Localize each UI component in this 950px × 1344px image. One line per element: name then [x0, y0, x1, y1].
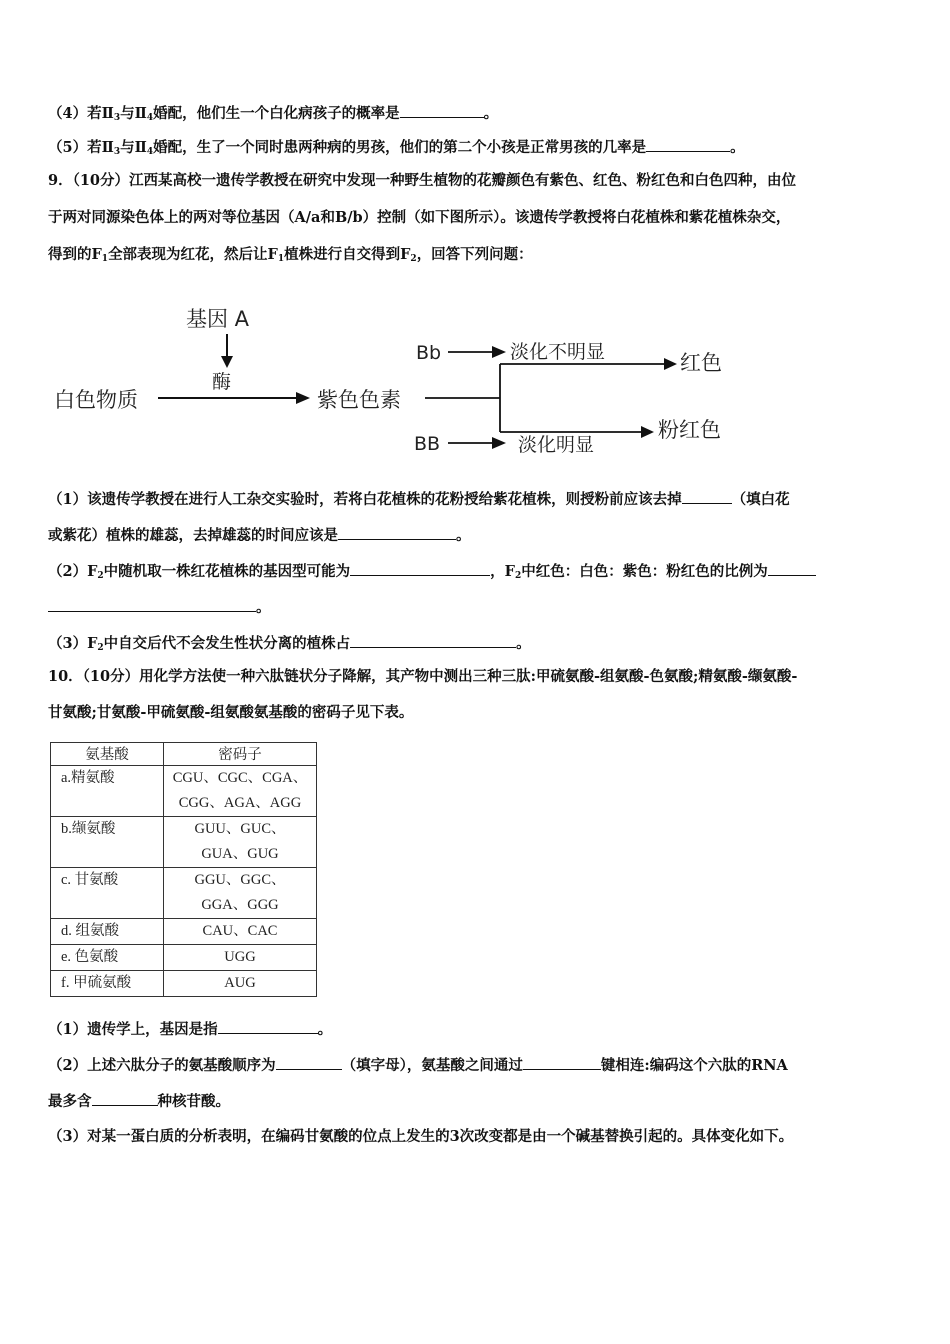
q9-stem-line1: 9．（10分）江西某高校一遗传学教授在研究中发现一种野生植物的花瓣颜色有紫色、红色、粉红色和白色四种，由位 — [48, 172, 797, 189]
q9-part2-line2: 。 — [48, 597, 271, 618]
table-row — [51, 971, 317, 997]
enzyme-label: 酶 — [212, 371, 232, 393]
amino-acid-cell: e. 色氨酸 — [51, 945, 164, 971]
q8-part5: （5）若$Ⅱ_3$与$Ⅱ_4$婚配，生了一个同时患两种病的男孩，他们的第二个小孩是正常男孩的几率是 。 — [48, 139, 745, 157]
header-amino-acid: 氨基酸 — [51, 743, 164, 766]
bb-upper-label: Bb — [416, 342, 442, 364]
answer-blank[interactable] — [276, 1055, 342, 1070]
dilute-strong-label: 淡化明显 — [518, 434, 595, 456]
table-row — [51, 817, 317, 868]
q9-part1-line1: （1）该遗传学教授在进行人工杂交实验时，若将白花植株的花粉授给紫花植株，则授粉前应该去掉 （填白花 — [48, 491, 790, 508]
q10-stem-line2: 甘氨酸;甘氨酸-甲硫氨酸-组氨酸氨基酸的密码子见下表。 — [48, 704, 414, 721]
gene-arrowhead — [221, 356, 233, 368]
answer-blank[interactable] — [48, 597, 256, 612]
lower-arrowhead — [641, 426, 654, 438]
q10-part2-line1: （2）上述六肽分子的氨基酸顺序为 （填字母），氨基酸之间通过 键相连:编码这个六肽的RNA — [48, 1057, 788, 1074]
q8-part4: （4）若$Ⅱ_3$与$Ⅱ_4$婚配，他们生一个白化病孩子的概率是 。 — [48, 105, 499, 123]
codon-cell: AUG — [164, 971, 317, 997]
amino-acid-cell: a.精氨酸 — [51, 766, 164, 817]
amino-acid-cell: c. 甘氨酸 — [51, 868, 164, 919]
answer-blank[interactable] — [400, 103, 484, 118]
answer-blank[interactable] — [218, 1019, 318, 1034]
answer-blank[interactable] — [523, 1055, 601, 1070]
amino-acid-cell: f. 甲硫氨酸 — [51, 971, 164, 997]
table-header-row — [51, 743, 317, 766]
bb-lower-label: BB — [414, 433, 441, 455]
q9-part2-line1: $(2)F_2$中随机取一株红花植株的基因型可能为 ，$F_2$中红色：白色：紫色：粉红色的比例为 — [48, 561, 816, 586]
white-substance-label: 白色物质 — [54, 388, 138, 412]
codon-cell: GGU、GGC、 GGA、GGG — [164, 868, 317, 919]
answer-blank[interactable] — [768, 561, 816, 576]
answer-blank[interactable] — [350, 633, 516, 648]
answer-blank[interactable] — [338, 525, 456, 540]
codon-table — [50, 742, 317, 997]
upper-arrowhead — [664, 358, 677, 370]
dilute-weak-label: 淡化不明显 — [510, 341, 606, 363]
q9-stem-line2: 于两对同源染色体上的两对等位基因（A/a和B/b）控制（如下图所示）。该遗传学教授将白花植株和紫花植株杂交， — [48, 209, 791, 226]
amino-acid-cell: d. 组氨酸 — [51, 919, 164, 945]
q10-stem-line1: 10．（10分）用化学方法使一种六肽链状分子降解，其产物中测出三种三肽:甲硫氨酸-组氨酸-色氨酸;精氨酸-缬氨酸- — [48, 668, 798, 685]
table-row — [51, 945, 317, 971]
q10-part3: （3）对某一蛋白质的分析表明，在编码甘氨酸的位点上发生的3次改变都是由一个碱基替换引起的。具体变化如下。 — [48, 1128, 794, 1145]
q10-part1: （1）遗传学上，基因是指 。 — [48, 1021, 333, 1038]
table-row — [51, 766, 317, 817]
pink-label: 粉红色 — [658, 418, 721, 442]
table-row — [51, 919, 317, 945]
q9-part1-line2: 或紫花）植株的雄蕊，去掉雄蕊的时间应该是 。 — [48, 527, 471, 544]
answer-blank[interactable] — [92, 1091, 158, 1106]
q10-part2-line2: 最多含 种核苷酸。 — [48, 1093, 230, 1110]
red-label: 红色 — [680, 351, 722, 375]
q9-stem-line3: 得到的$F_1$全部表现为红花，然后让$F_1$植株进行自交得到$F_2$，回答下列问题： — [48, 246, 533, 264]
purple-pigment-label: 紫色色素 — [317, 388, 401, 412]
codon-cell: CGU、CGC、CGA、 CGG、AGA、AGG — [164, 766, 317, 817]
answer-blank[interactable] — [646, 137, 730, 152]
codon-cell: UGG — [164, 945, 317, 971]
codon-cell: GUU、GUC、 GUA、GUG — [164, 817, 317, 868]
codon-cell: CAU、CAC — [164, 919, 317, 945]
answer-blank[interactable] — [682, 489, 732, 504]
header-codon: 密码子 — [164, 743, 317, 766]
answer-blank[interactable] — [350, 561, 490, 576]
gene-a-label: 基因 A — [186, 307, 250, 331]
bb-upper-arrowhead — [492, 346, 506, 358]
amino-acid-cell: b.缬氨酸 — [51, 817, 164, 868]
main-arrowhead — [296, 392, 310, 404]
q9-part3: $(3)F_2$中自交后代不会发生性状分离的植株占 。 — [48, 635, 531, 653]
table-row — [51, 868, 317, 919]
pigment-pathway-diagram — [40, 292, 760, 462]
bb-lower-arrowhead — [492, 437, 506, 449]
